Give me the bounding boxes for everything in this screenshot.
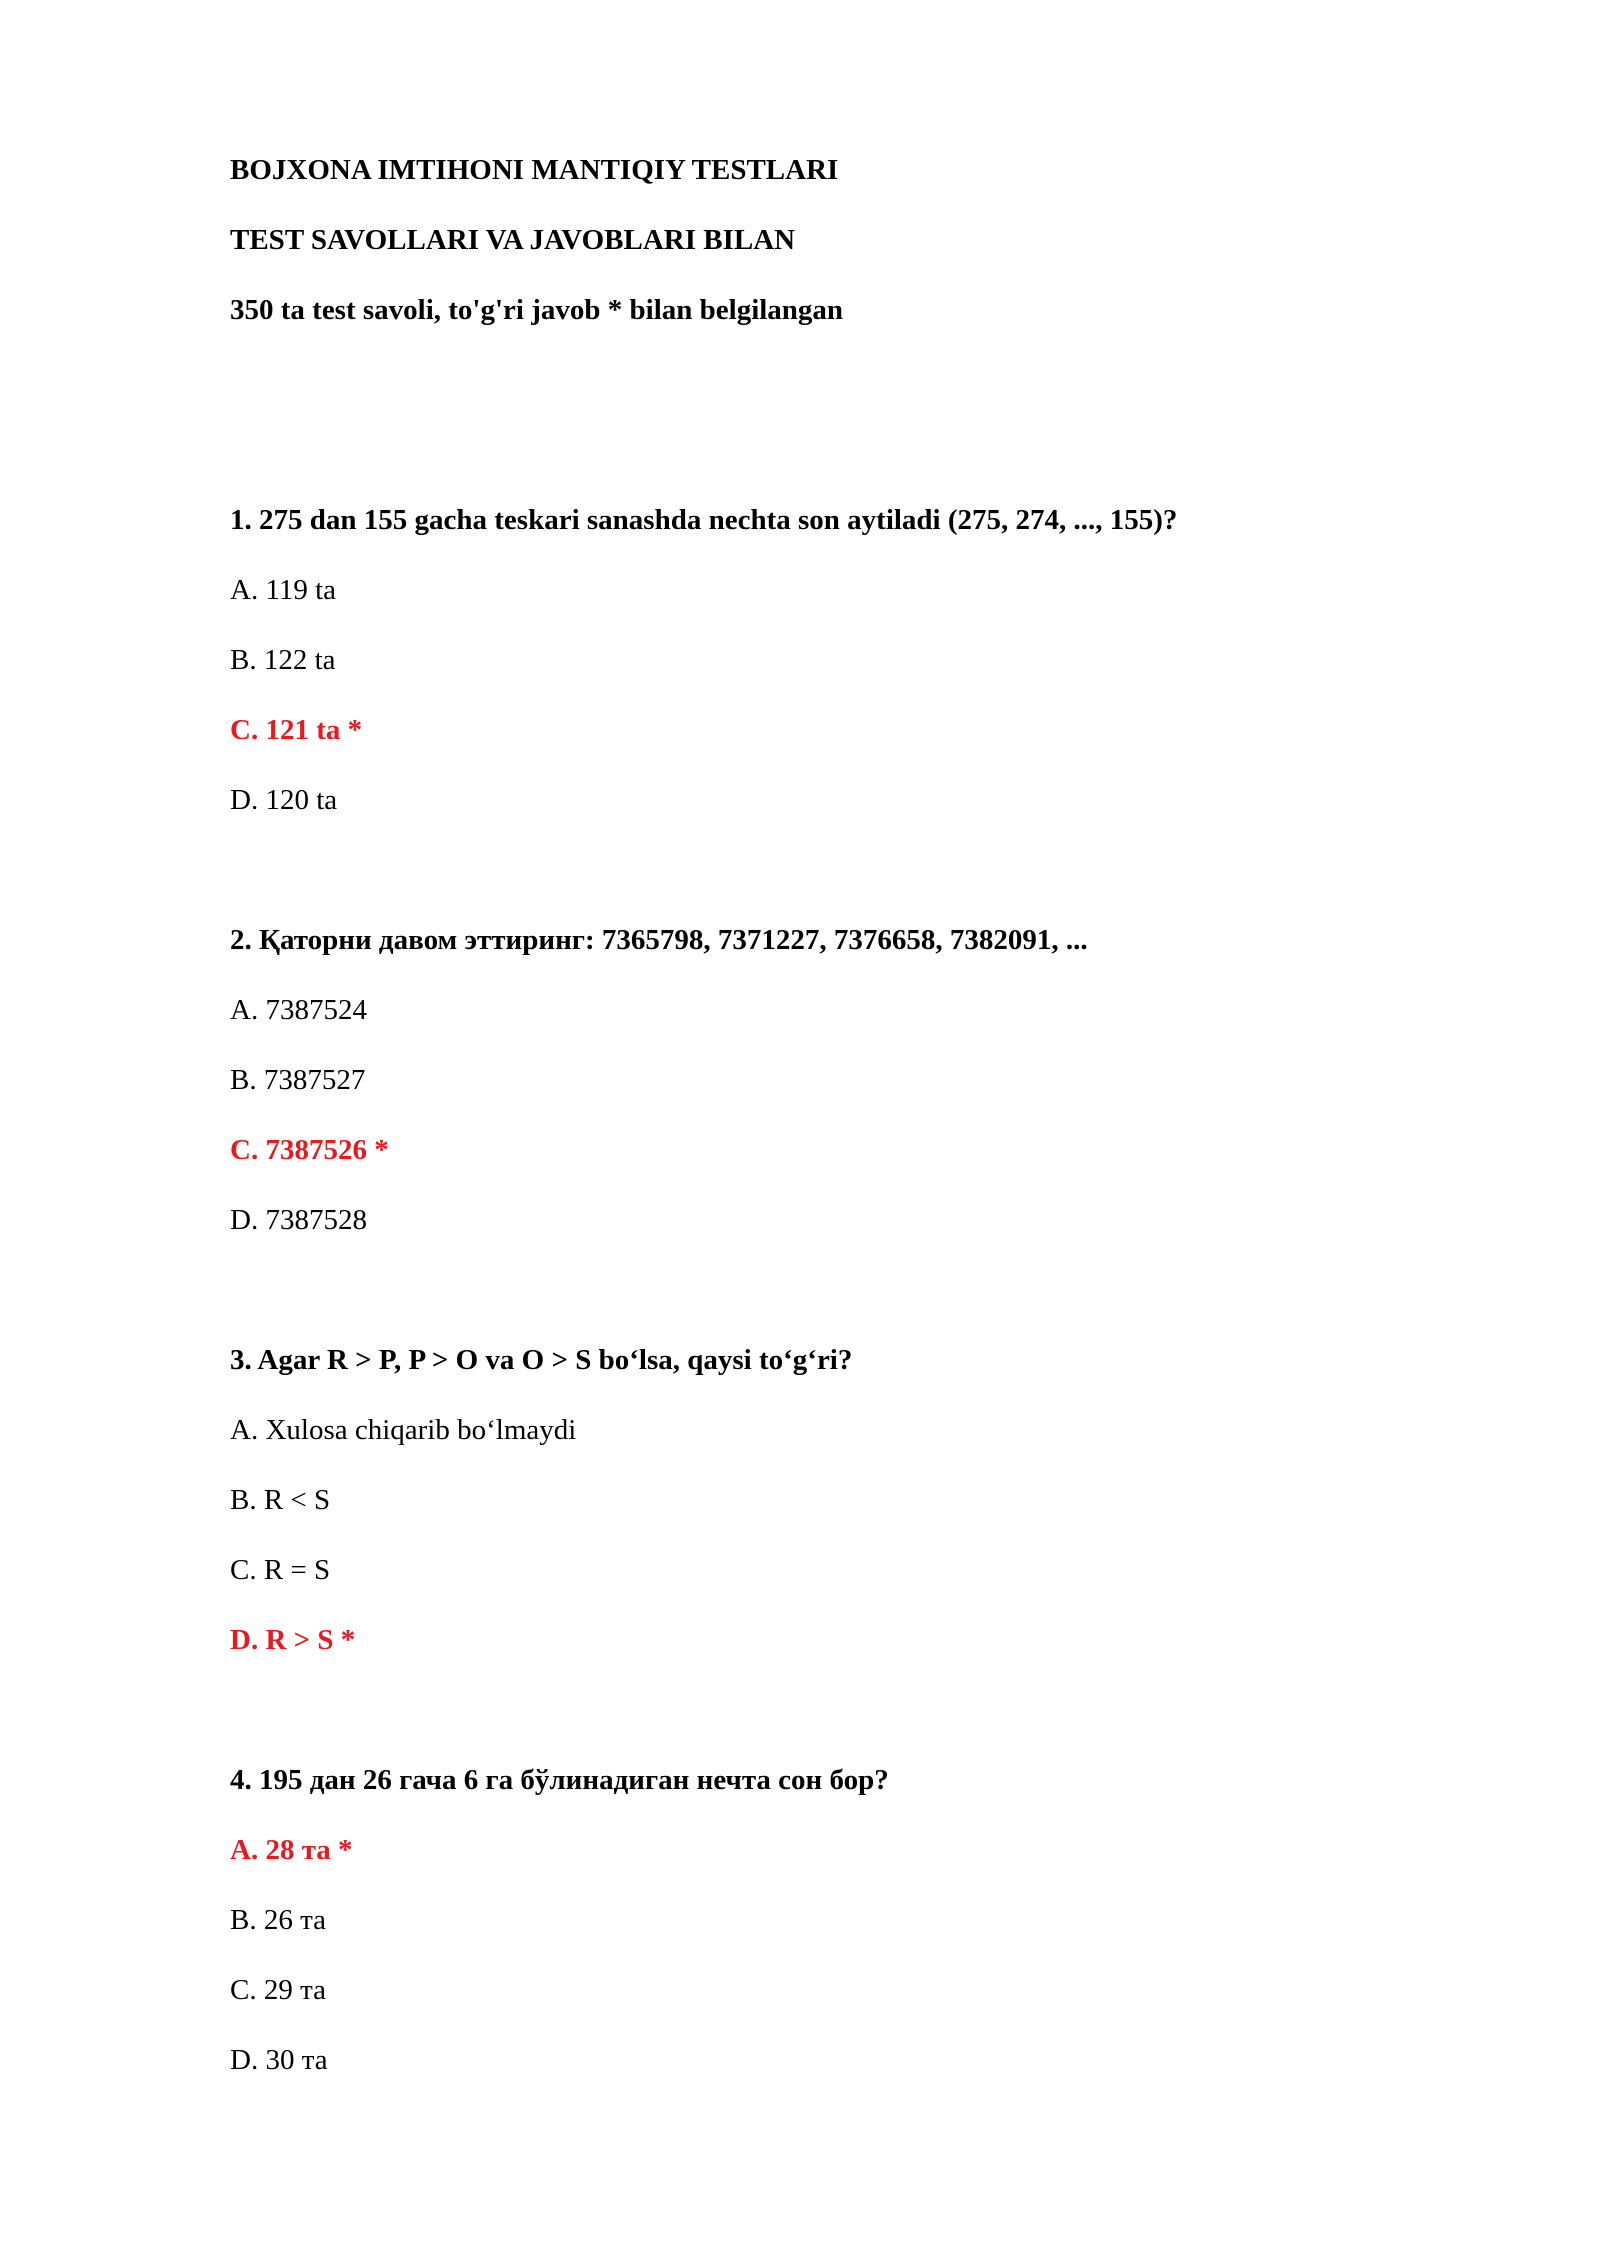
answer-option: B. R < S — [230, 1484, 331, 1516]
answer-option: B. 122 ta — [230, 644, 336, 676]
question-text: 1. 275 dan 155 gacha teskari sanashda nechta son aytiladi (275, 274, ..., 155)? — [230, 504, 1178, 536]
answer-option: A. 119 ta — [230, 574, 337, 606]
answer-option-correct: D. R > S * — [230, 1624, 356, 1656]
answer-option: B. 26 та — [230, 1904, 326, 1936]
answer-option: B. 7387527 — [230, 1064, 366, 1096]
document-subtitle: TEST SAVOLLARI VA JAVOBLARI BILAN — [230, 224, 796, 256]
question-text: 3. Agar R > P, P > O va O > S bo‘lsa, qaysi to‘g‘ri? — [230, 1344, 853, 1376]
answer-option: D. 7387528 — [230, 1204, 367, 1236]
question-text: 4. 195 дан 26 гача 6 га бўлинадиган нечта сон бор? — [230, 1764, 889, 1796]
answer-option-correct: A. 28 та * — [230, 1834, 353, 1866]
answer-option-correct: C. 7387526 * — [230, 1134, 389, 1166]
answer-option: A. 7387524 — [230, 994, 367, 1026]
answer-option: C. R = S — [230, 1554, 331, 1586]
answer-option-correct: C. 121 ta * — [230, 714, 363, 746]
document-note: 350 ta test savoli, to'g'ri javob * bilan belgilangan — [230, 294, 844, 326]
answer-option: D. 120 ta — [230, 784, 338, 816]
question-text: 2. Қаторни давом эттиринг: 7365798, 7371227, 7376658, 7382091, ... — [230, 924, 1088, 956]
answer-option: C. 29 та — [230, 1974, 326, 2006]
answer-option: D. 30 та — [230, 2044, 328, 2076]
answer-option: A. Xulosa chiqarib bo‘lmaydi — [230, 1414, 577, 1446]
document-title: BOJXONA IMTIHONI MANTIQIY TESTLARI — [230, 154, 839, 186]
